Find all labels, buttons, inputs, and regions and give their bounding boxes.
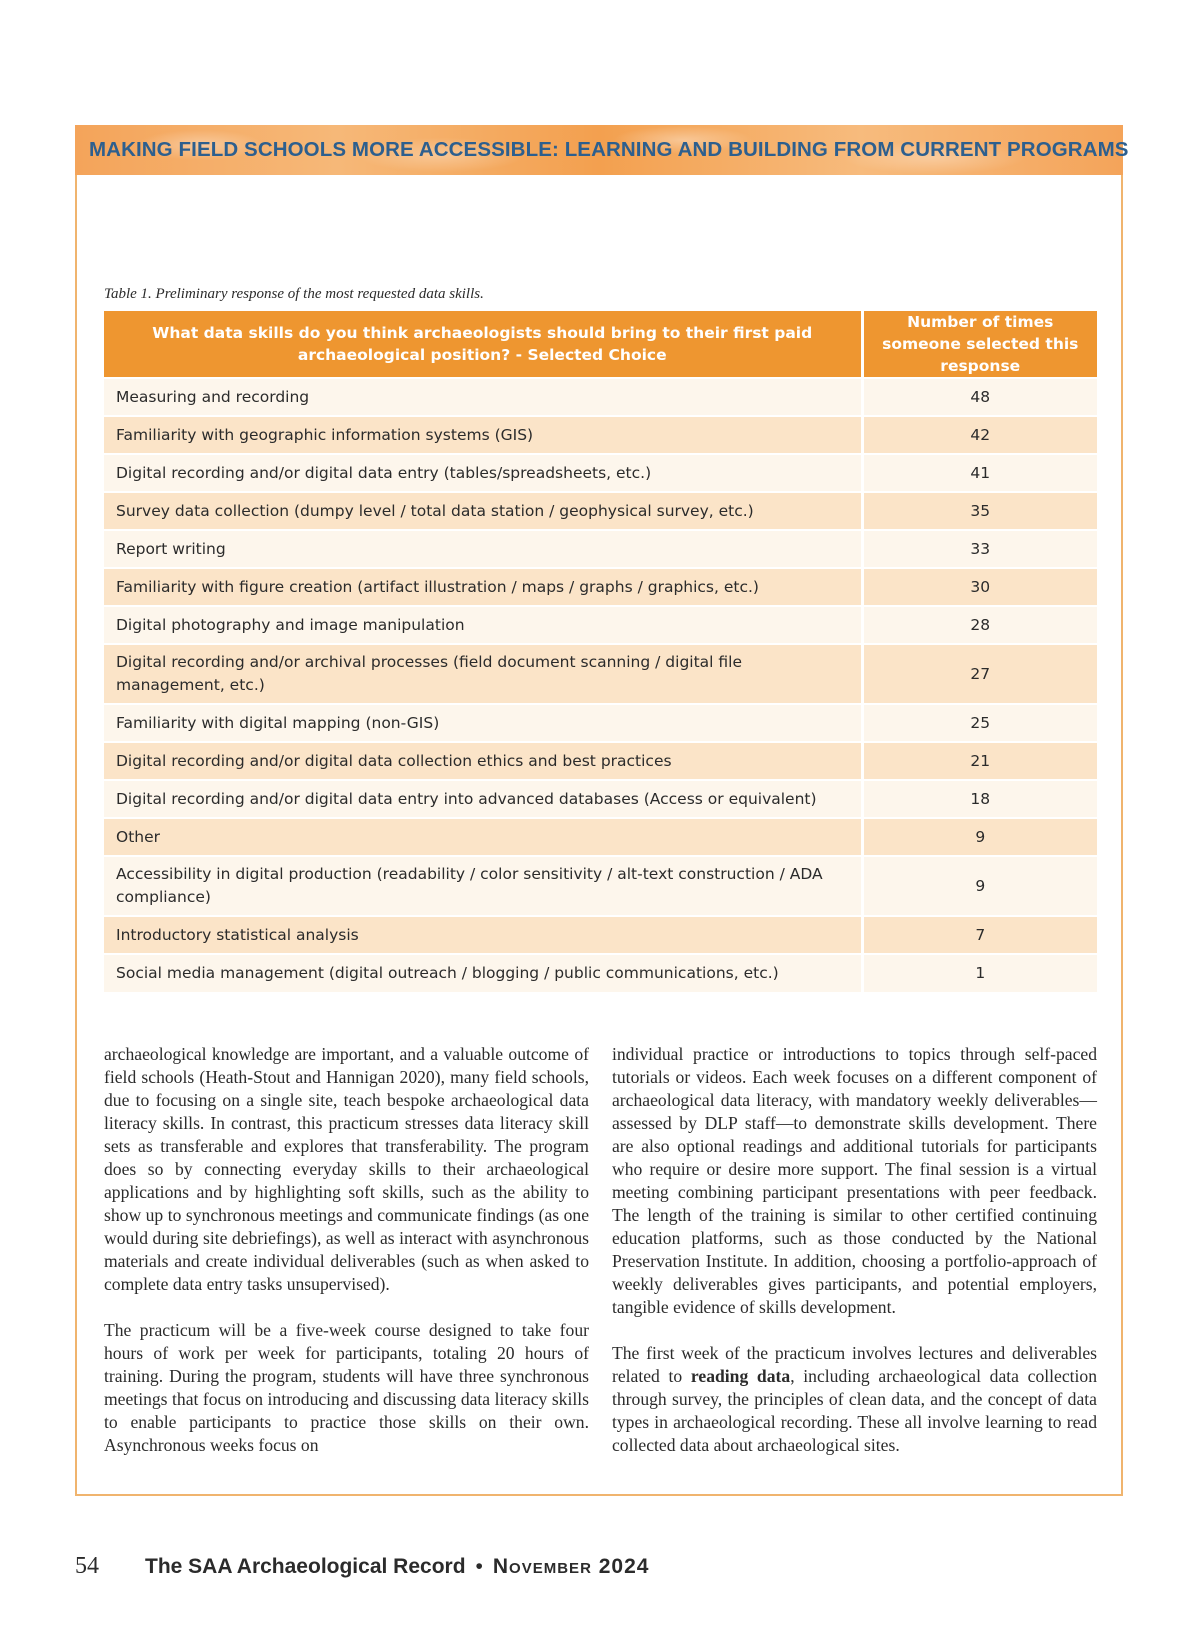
skill-cell: Digital recording and/or digital data collection ethics and best practices [104,742,862,780]
table-row [104,378,1097,416]
skill-cell: Digital photography and image manipulation [104,606,862,644]
table-row [104,856,1097,916]
body-paragraph: individual practice or introductions to topics through self-paced tutorials or videos. Each week focuses on a different component of archaeological data literacy, with mandatory weekly deliverables—assessed by DLP staff—to demonstrate skills development. There are also optional readings and additional tutorials for participants who require or desire more support. The final session is a virtual meeting combining participant presentations with peer feedback. The length of the training is similar to other certified continuing education platforms, such as those conducted by the National Preservation Institute. In addition, choosing a portfolio-approach of weekly deliverables gives participants, and potential employers, tangible evidence of skills development. [612,1044,1097,1317]
table-row [104,492,1097,530]
skill-cell: Introductory statistical analysis [104,916,862,954]
count-cell: 41 [862,454,1097,492]
header-skill: What data skills do you think archaeologists should bring to their first paid archaeological position? - Selected Choice [104,311,862,378]
table-row [104,954,1097,992]
count-cell: 21 [862,742,1097,780]
section-banner [75,125,1129,175]
skill-cell: Other [104,818,862,856]
table-row [104,916,1097,954]
table-row [104,454,1097,492]
table-row [104,530,1097,568]
table-row [104,568,1097,606]
body-column-right [612,1043,1097,1480]
page-footer [75,1553,649,1580]
skill-cell: Accessibility in digital production (readability / color sensitivity / alt-text construction / ADA compliance) [104,856,862,916]
skill-cell: Social media management (digital outreach / blogging / public communications, etc.) [104,954,862,992]
page-number: 54 [75,1553,99,1579]
count-cell: 48 [862,378,1097,416]
skill-cell: Digital recording and/or digital data entry into advanced databases (Access or equivalent) [104,780,862,818]
skill-cell: Measuring and recording [104,378,862,416]
count-cell: 30 [862,568,1097,606]
issue-date: November 2024 [492,1555,650,1578]
skill-cell: Report writing [104,530,862,568]
section-title: MAKING FIELD SCHOOLS MORE ACCESSIBLE: LEARNING AND BUILDING FROM CURRENT PROGRAMS [89,138,1129,161]
count-cell: 9 [862,818,1097,856]
table-caption: Table 1. Preliminary response of the most requested data skills. [104,286,484,302]
body-paragraph [612,1342,1097,1457]
count-cell: 1 [862,954,1097,992]
footer-separator: • [475,1555,483,1578]
skill-cell: Digital recording and/or digital data entry (tables/spreadsheets, etc.) [104,454,862,492]
table-row [104,704,1097,742]
skill-cell: Familiarity with figure creation (artifact illustration / maps / graphs / graphics, etc.) [104,568,862,606]
body-paragraph: The practicum will be a five-week course designed to take four hours of work per week for participants, totaling 20 hours of training. During the program, students will have three synchronous meetings that focus on introducing and discussing data literacy skills to enable participants to practice those skills on their own. Asynchronous weeks focus on [104,1320,589,1455]
emphasis-reading-data: reading data [690,1366,791,1386]
count-cell: 42 [862,416,1097,454]
table-row [104,416,1097,454]
body-paragraph: archaeological knowledge are important, and a valuable outcome of field schools (Heath-Stout and Hannigan 2020), many field schools, due to focusing on a single site, teach bespoke archaeological data literacy skills. In contrast, this practicum stresses data literacy skill sets as transferable and explores that transferability. The program does so by connecting everyday skills to their archaeological applications and by highlighting soft skills, such as the ability to show up to synchronous meetings and communicate findings (as one would during site debriefings), as well as interact with asynchronous materials and create individual deliverables (such as when asked to complete data entry tasks unsupervised). [104,1044,589,1294]
count-cell: 27 [862,644,1097,704]
paragraph-text: , including archaeological data collection through survey, the principles of clean data, and the concept of data types in archaeological recording. These all involve learning to read collected data about archaeological sites. [612,1366,1097,1455]
publication-name: The SAA Archaeological Record [145,1555,466,1578]
count-cell: 25 [862,704,1097,742]
header-count: Number of times someone selected this response [862,311,1097,378]
paragraph-text: The first week of the practicum involves lectures and deliverables related to [612,1343,1097,1386]
count-cell: 35 [862,492,1097,530]
table-header-row [104,311,1097,378]
table-row [104,780,1097,818]
skill-cell: Survey data collection (dumpy level / total data station / geophysical survey, etc.) [104,492,862,530]
body-column-left [104,1043,589,1480]
count-cell: 7 [862,916,1097,954]
count-cell: 28 [862,606,1097,644]
skill-cell: Digital recording and/or archival processes (field document scanning / digital file management, etc.) [104,644,862,704]
table-row [104,818,1097,856]
skill-cell: Familiarity with digital mapping (non-GIS) [104,704,862,742]
count-cell: 18 [862,780,1097,818]
table-row [104,606,1097,644]
count-cell: 9 [862,856,1097,916]
table-row [104,644,1097,704]
count-cell: 33 [862,530,1097,568]
table-row [104,742,1097,780]
data-skills-table [104,311,1097,992]
skill-cell: Familiarity with geographic information systems (GIS) [104,416,862,454]
